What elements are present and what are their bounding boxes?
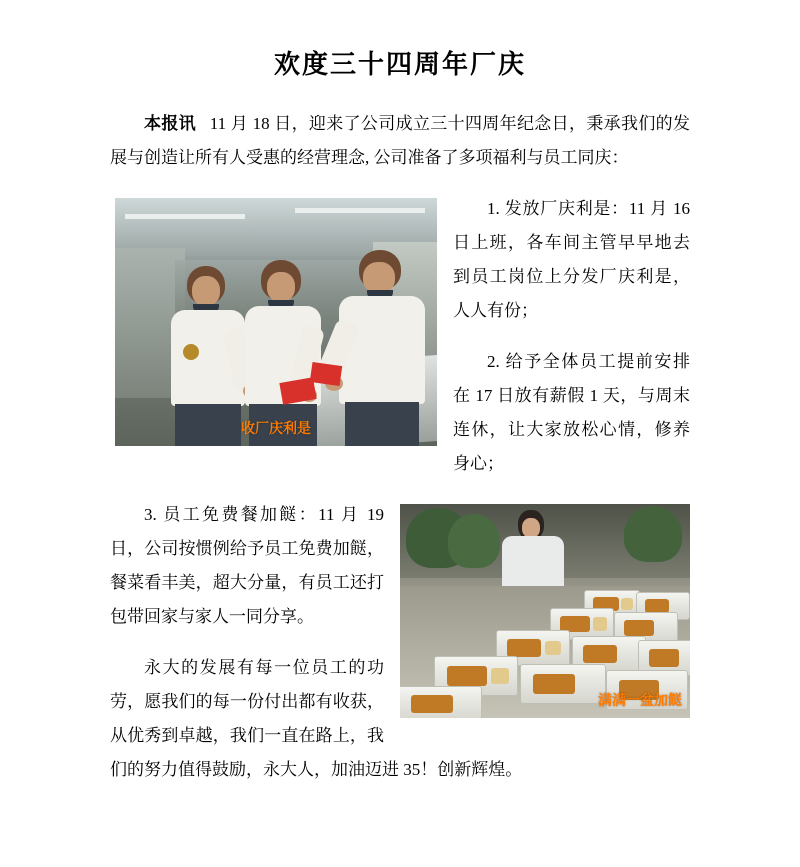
company-logo-icon (183, 344, 199, 360)
worker-pants (175, 404, 241, 446)
paragraph-lead-text: 11 月 18 日，迎来了公司成立三十四周年纪念日，秉承我们的发展与创造让所有人受惠的经营理念, 公司准备了多项福利与员工同庆： (110, 114, 691, 167)
photo-workers (115, 198, 437, 446)
photo-meal-caption: 满满一盆加餸 (598, 692, 682, 708)
worker-shirt (339, 296, 425, 404)
news-agency-label: 本报讯 (144, 114, 197, 133)
plant-icon (448, 514, 500, 568)
ceiling-light-icon (125, 214, 245, 219)
staff-face (522, 518, 540, 538)
meal-tray (520, 664, 606, 704)
document-page (0, 44, 800, 867)
photo-workers-caption: 收厂庆利是 (241, 420, 311, 436)
paragraph-benefit-3: 3. 员工免费餐加餸：11 月 19 日，公司按惯例给予员工免费加餸，餐菜看丰美，超大分量，有员工还打包带回家与家人一同分享。 (110, 505, 384, 626)
meal-tray (400, 686, 482, 718)
paragraph-closing: 永大的发展有每一位员工的功劳，愿我们的每一份付出都有收获，从优秀到卓越，我们一直在路上，我们的努力值得鼓励，永大人，加油迈进 35！创新辉煌。 (110, 658, 523, 779)
paragraph-benefit-1: 1. 发放厂庆利是：11 月 16 日上班，各车间主管早早地去到员工岗位上分发厂庆利是，人人有份； (453, 199, 690, 320)
photo-meal (400, 504, 690, 718)
worker-face (192, 276, 220, 306)
worker-pants (345, 402, 419, 446)
ceiling-light-icon (295, 208, 425, 213)
plant-icon (624, 506, 682, 562)
serving-staff (496, 510, 582, 596)
paragraph-lead (110, 107, 690, 175)
page-title: 欢度三十四周年厂庆 (273, 49, 526, 79)
worker-face (267, 272, 295, 302)
worker-right (329, 250, 435, 446)
red-envelope-icon (310, 362, 342, 386)
paragraph-benefit-2: 2. 给予全体员工提前安排在 17 日放有薪假 1 天，与周末连休，让大家放松心情，修养身心； (453, 352, 690, 473)
